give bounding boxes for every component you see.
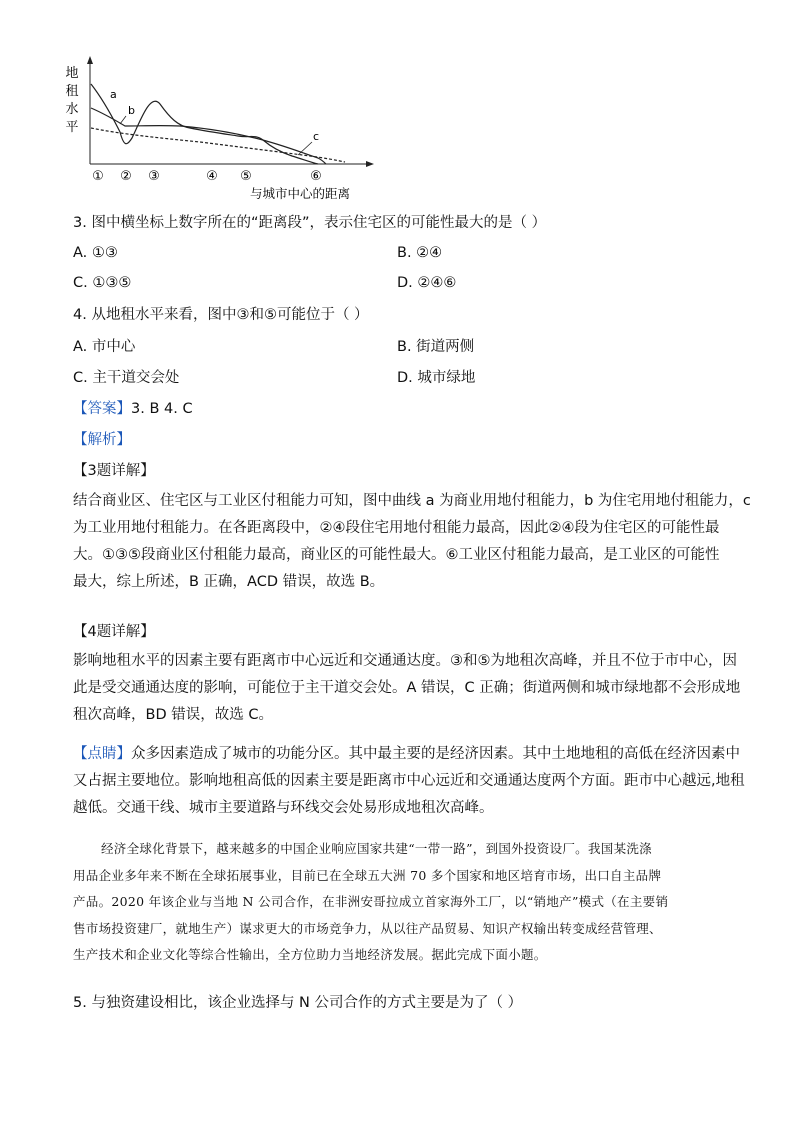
analysis-tag: 【解析】 bbox=[73, 432, 131, 448]
detail3-body bbox=[73, 488, 751, 596]
q4-stem: 4. 从地租水平来看，图中③和⑤可能位于（ ） bbox=[73, 307, 369, 323]
x-axis-arrow bbox=[366, 161, 374, 167]
detail4-line: 影响地租水平的因素主要有距离市中心远近和交通通达度。③和⑤为地租次高峰，并且不位于市中心，因 bbox=[73, 653, 737, 669]
material-passage bbox=[73, 836, 733, 969]
detail3-line: 结合商业区、住宅区与工业区付租能力可知，图中曲线 a 为商业用地付租能力，b 为住宅用地付租能力，c bbox=[73, 493, 751, 509]
curve-a bbox=[91, 84, 318, 164]
segment-label-6: ⑥ bbox=[310, 169, 322, 184]
tips-line: 众多因素造成了城市的功能分区。其中最主要的是经济因素。其中土地地租的高低在经济因素中 bbox=[131, 746, 740, 762]
y-axis-arrow bbox=[87, 56, 93, 64]
curve-label-c: c bbox=[313, 130, 320, 143]
material-line: 用品企业多年来不断在全球拓展事业，目前已在全球五大洲 70 多个国家和地区培育市场，出口自主品牌 bbox=[73, 867, 662, 883]
q5-stem: 5. 与独资建设相比，该企业选择与 N 公司合作的方式主要是为了（ ） bbox=[73, 995, 523, 1011]
q4-option-b: B. 街道两侧 bbox=[397, 339, 475, 355]
curve-b-leader bbox=[120, 116, 126, 124]
curve-label-b: b bbox=[128, 104, 135, 117]
detail4-line: 此是受交通通达度的影响，可能位于主干道交会处。A 错误，C 正确；街道两侧和城市绿地都不会形成地 bbox=[73, 680, 741, 696]
q4-option-d: D. 城市绿地 bbox=[397, 370, 476, 386]
q4-option-c: C. 主干道交会处 bbox=[73, 370, 180, 386]
tips-line: 又占据主要地位。影响地租高低的因素主要是距离市中心远近和交通通达度两个方面。距市中心越远,地租 bbox=[73, 773, 745, 789]
curve-label-a: a bbox=[110, 88, 117, 101]
q3-option-b: B. ②④ bbox=[397, 245, 443, 261]
material-line: 经济全球化背景下，越来越多的中国企业响应国家共建“一带一路”，到国外投资设厂。我国某洗涤 bbox=[101, 841, 652, 856]
tips-line: 越低。交通干线、城市主要道路与环线交会处易形成地租次高峰。 bbox=[73, 800, 494, 816]
detail4-line: 租次高峰，BD 错误，故选 C。 bbox=[73, 707, 273, 723]
material-line: 售市场投资建厂，就地生产）谋求更大的市场竞争力，从以往产品贸易、知识产权输出转变成经营管理、 bbox=[73, 920, 662, 936]
tips-first-line bbox=[73, 741, 740, 768]
detail4-body bbox=[73, 648, 741, 729]
tips-body bbox=[73, 741, 745, 822]
rent-distance-figure bbox=[60, 52, 390, 204]
q3-option-a: A. ①③ bbox=[73, 245, 118, 261]
material-line: 产品。2020 年该企业与当地 N 公司合作，在非洲安哥拉成立首家海外工厂，以“销地产”模式（在主要销 bbox=[73, 894, 669, 909]
q3-stem: 3. 图中横坐标上数字所在的“距离段”，表示住宅区的可能性最大的是（ ） bbox=[73, 215, 547, 231]
segment-label-1: ① bbox=[92, 169, 104, 184]
detail3-tag: 【3题详解】 bbox=[73, 463, 155, 479]
detail3-line: 为工业用地付租能力。在各距离段中，②④段住宅用地付租能力最高，因此②④段为住宅区的可能性最 bbox=[73, 520, 720, 536]
segment-label-4: ④ bbox=[206, 169, 218, 184]
segment-label-3: ③ bbox=[148, 169, 160, 184]
y-label-char-4: 平 bbox=[65, 120, 79, 135]
x-axis-label: 与城市中心的距离 bbox=[249, 186, 351, 201]
q3-option-d: D. ②④⑥ bbox=[397, 275, 457, 291]
detail4-tag: 【4题详解】 bbox=[73, 624, 155, 640]
answer-line bbox=[73, 399, 193, 419]
detail3-line: 大。①③⑤段商业区付租能力最高，商业区的可能性最大。⑥工业区付租能力最高，是工业区的可能性 bbox=[73, 547, 720, 563]
tips-tag: 【点睛】 bbox=[73, 746, 131, 762]
answer-tag: 【答案】 bbox=[73, 401, 131, 417]
q3-option-c: C. ①③⑤ bbox=[73, 275, 132, 291]
y-label-char-1: 地 bbox=[65, 66, 79, 81]
answer-text: 3. B 4. C bbox=[131, 401, 193, 417]
material-line: 生产技术和企业文化等综合性输出，全方位助力当地经济发展。据此完成下面小题。 bbox=[73, 947, 547, 962]
segment-label-2: ② bbox=[120, 169, 132, 184]
detail3-line: 最大，综上所述，B 正确，ACD 错误，故选 B。 bbox=[73, 574, 385, 590]
q4-option-a: A. 市中心 bbox=[73, 339, 136, 355]
segment-label-5: ⑤ bbox=[240, 169, 252, 184]
y-label-char-3: 水 bbox=[65, 102, 79, 117]
y-label-char-2: 租 bbox=[65, 84, 79, 99]
